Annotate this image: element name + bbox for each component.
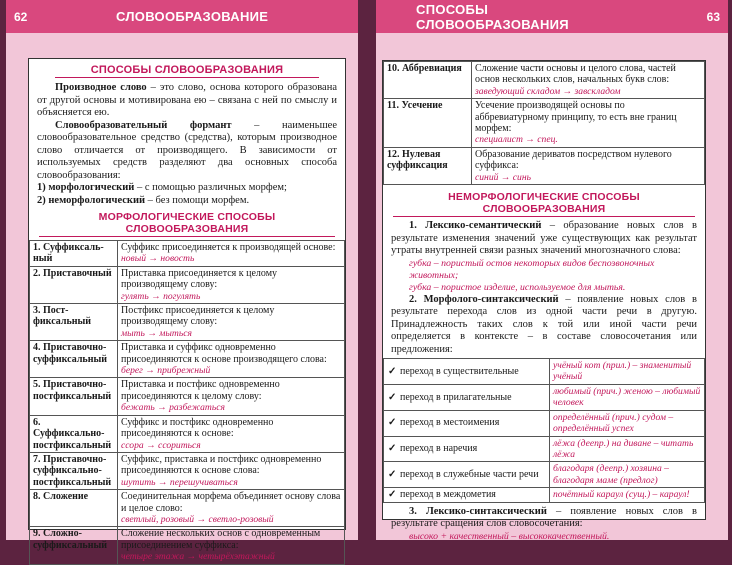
section-title-nonmorphological: НЕМОРФОЛОГИЧЕСКИЕ СПОСОБЫ СЛОВООБРАЗОВАНИЯ [393,191,695,217]
method-row [384,62,705,99]
method-row [384,99,705,148]
checkmark-icon: ✓ [388,391,397,403]
method-description: Суффикс и постфикс одновременно присоединяются к основе: [121,416,274,440]
transition-label-cell [384,462,550,488]
transition-label: переход в местоимения [400,417,500,429]
method-row [30,266,345,303]
transition-row [384,488,705,502]
method-example: синий → синь [475,171,531,183]
transition-example: учёный кот (прил.) – знаменитый учёный [550,359,705,385]
method-example: специалист → спец. [475,134,558,146]
method-term: 5. Приставочно-постфиксальный [30,378,118,415]
morpho-syntactic-term: 2. Морфолого-синтаксический [409,293,559,305]
method-item-morphological [29,182,345,195]
method-description-cell [118,378,345,415]
method-description: Соединительная морфема объединяет основу слова и целое слово: [121,491,341,514]
method-example: новый → новость [121,253,195,265]
method-description: Суффикс присоединяется к производящей основе: [121,242,336,253]
left-page-title: СЛОВООБРАЗОВАНИЕ [116,9,269,24]
transition-label: переход в прилагательные [400,391,512,403]
transition-label-cell [384,359,550,385]
method-example: ссора → ссориться [121,439,201,451]
transition-row [384,410,705,436]
lexical-semantic-example-2: губка – пористое изделие, используемое для мытья. [409,281,626,293]
checkmark-icon: ✓ [388,417,397,429]
method-item-nonmorphological [29,195,345,208]
lexical-syntactic-paragraph [383,506,705,531]
method-description-cell [118,415,345,452]
method-example: берег → прибрежный [121,365,211,377]
method-description-cell [118,527,345,564]
method-description: Приставка присоединяется к целому производящему слову: [121,267,278,291]
method-term: 1. Суффиксаль-ный [30,241,118,267]
morphological-text: – с помощью различных морфем; [134,182,287,193]
section-title-methods: СПОСОБЫ СЛОВООБРАЗОВАНИЯ [55,64,319,78]
method-description-cell [118,266,345,303]
method-description: Приставка и суффикс одновременно присоединяются к основе производящего слова: [121,342,327,365]
method-term: 10. Аббревиация [384,62,472,99]
right-page-header [376,0,728,33]
formant-term: Словообразовательный формант [55,119,232,131]
morpho-syntactic-text: – появление новых слов в результате перехода слов из одной части речи в другую. Принадлежность таких слов к той или иной части речи определяется в контексте – в составе словосочетания или предложения: [391,293,697,355]
transition-label: переход в наречия [400,443,478,455]
morphological-methods-table [29,240,345,565]
morpho-syntactic-paragraph [383,294,705,357]
nonmorphological-term: 2) неморфологический [37,194,146,206]
checkmark-icon: ✓ [388,489,397,501]
lexical-semantic-example-1: губка – пористый остов некоторых видов беспозвоночных животных; [409,257,655,281]
left-page-number: 62 [14,9,28,24]
transition-row [384,384,705,410]
method-description-cell [118,304,345,341]
lexical-syntactic-term: 3. Лексико-синтаксический [409,505,547,517]
morphological-methods-table-continued [383,61,705,185]
right-content-card [382,60,706,542]
lexical-syntactic-text: – появление новых слов в результате сращения слов словосочетания: [391,505,697,530]
method-term: 4. Приставочно-суффиксальный [30,341,118,378]
transition-label: переход в междометия [400,489,496,501]
nonmorphological-text: – без помощи морфем. [145,194,250,206]
method-row [30,241,345,267]
method-example: бежать → разбежаться [121,402,225,414]
transition-example: лёжа (деепр.) на диване – читать лёжа [550,436,705,462]
method-example: шутить → перешучиваться [121,476,238,488]
derived-word-text: – это слово, основа которого образована от другой основы и мотивирована ею – связана с ней по смыслу и объясняется ею. [37,82,338,118]
method-term: 6. Суффиксально-постфиксальный [30,415,118,452]
transition-label: переход в существительные [400,365,519,377]
method-example: заведующий складом → завскладом [475,85,621,97]
method-description-cell [118,452,345,489]
checkmark-icon: ✓ [388,365,397,377]
right-page-title: СПОСОБЫ СЛОВООБРАЗОВАНИЯ [416,1,569,32]
method-description-cell [472,62,705,99]
lexical-syntactic-example: высоко + качественный – высококачественный. [409,530,610,542]
method-example: светлый, розовый → светло-розовый [121,513,274,525]
method-term: 9. Сложно-суффиксальный [30,527,118,564]
transition-row [384,462,705,488]
transitions-table [383,358,705,502]
method-term: 3. Пост-фиксальный [30,304,118,341]
transition-example: почётный караул (сущ.) – караул! [550,488,705,502]
left-page-header [6,0,358,33]
transition-example: благодаря (деепр.) хозяина – благодаря маме (предлог) [550,462,705,488]
transition-example: определённый (прич.) судом – определённый успех [550,410,705,436]
left-page [6,0,358,563]
method-row [30,452,345,489]
transition-label-cell [384,384,550,410]
method-row [30,378,345,415]
transition-row [384,359,705,385]
method-example: четыре этажа → четырёхэтажный [121,551,275,563]
lexical-semantic-term: 1. Лексико-семантический [409,220,542,232]
method-row [30,415,345,452]
method-description: Усечение производящей основы по аббревиатурному принципу, то есть вне границ морфем: [475,100,677,135]
derived-word-definition [29,82,345,120]
method-term: 2. Приставочный [30,266,118,303]
checkmark-icon: ✓ [388,469,397,481]
transition-label: переход в служебные части речи [400,469,539,481]
morphological-term: 1) морфологический [37,182,135,193]
method-row [384,147,705,184]
method-term: 8. Сложение [30,490,118,527]
transition-label-cell [384,436,550,462]
transition-example: любимый (прич.) женою – любимый человек [550,384,705,410]
subsection-title-morphological: МОРФОЛОГИЧЕСКИЕ СПОСОБЫ СЛОВООБРАЗОВАНИЯ [39,211,335,237]
method-description: Постфикс присоединяется к целому производящему слову: [121,305,275,328]
method-description: Образование дериватов посредством нулевого суффикса: [475,148,672,172]
method-description-cell [118,341,345,378]
method-description: Сложение нескольких основ с одновременным присоединением суффикса: [121,528,321,551]
method-row [30,490,345,527]
method-row [30,527,345,564]
right-page [376,0,728,540]
method-description-cell [472,99,705,148]
method-example: мыть → мыться [121,327,192,339]
method-description-cell [118,490,345,527]
method-term: 12. Нулевая суффиксация [384,147,472,184]
transition-label-cell [384,410,550,436]
method-description-cell [118,241,345,267]
checkmark-icon: ✓ [388,443,397,455]
method-description: Приставка и постфикс одновременно присоединяются к целому слову: [121,379,280,402]
formant-text: – наименьшее словообразовательное средство (средства), которым производное слово отличается от производящего. В зависимости от используемых средств разделяют два основных способа словообразования: [37,119,337,181]
method-row [30,304,345,341]
lexical-semantic-paragraph [383,220,705,258]
derived-word-term: Производное слово [55,82,147,93]
transition-label-cell [384,488,550,502]
lexical-semantic-text: – образование новых слов в результате изменения значений уже существующих как результат утраты внутренней связи разных значений многозначного слова: [391,220,697,257]
right-page-number: 63 [706,9,720,24]
method-description: Суффикс, приставка и постфикс одновременно присоединяются к основе слова: [121,453,322,477]
method-example: гулять → погулять [121,290,201,302]
left-content-card [28,58,346,563]
method-description: Сложение части основы и целого слова, частей основ нескольких слов, начальных букв слов: [475,63,676,86]
transition-row [384,436,705,462]
method-term: 7. Приставочно-суффиксально-постфиксальный [30,452,118,489]
method-row [30,341,345,378]
method-term: 11. Усечение [384,99,472,148]
method-description-cell [472,147,705,184]
formant-definition [29,120,345,183]
